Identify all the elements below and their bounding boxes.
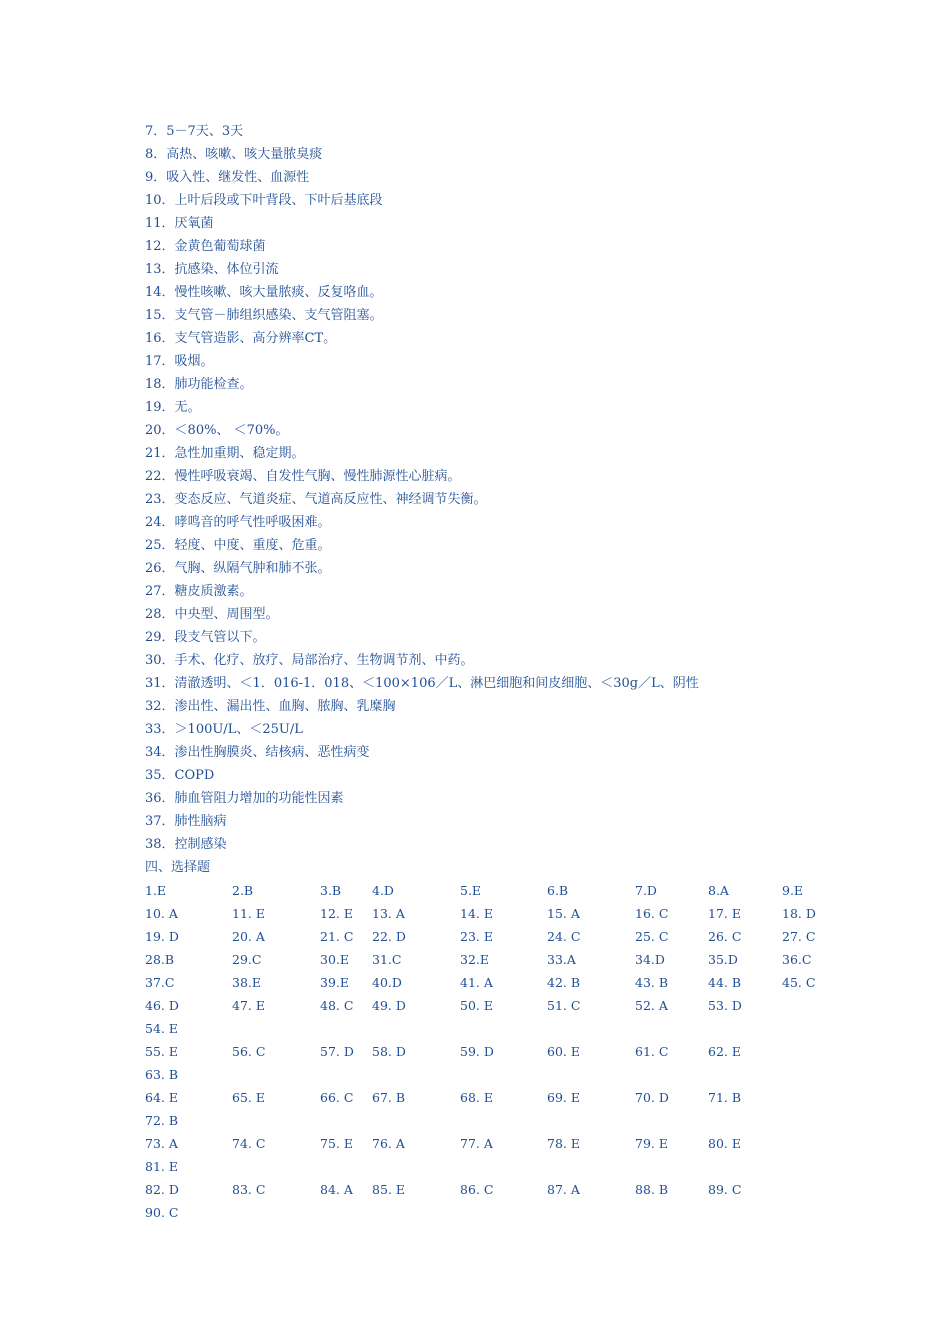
mcq-answer: 90. C [145, 1205, 179, 1220]
mcq-row [145, 1201, 825, 1224]
mcq-answer: 50. E [460, 998, 493, 1013]
mcq-answer: 57. D [320, 1044, 354, 1059]
answer-line: 9．吸入性、继发性、血源性 [145, 170, 310, 185]
mcq-answer: 73. A [145, 1136, 178, 1151]
answer-line: 11．厌氧菌 [145, 216, 214, 231]
mcq-answer: 54. E [145, 1021, 178, 1036]
mcq-answer: 15. A [547, 906, 580, 921]
fill-in-answers-list [145, 120, 825, 856]
mcq-answer: 77. A [460, 1136, 493, 1151]
mcq-answer: 78. E [547, 1136, 580, 1151]
mcq-answer: 48. C [320, 998, 354, 1013]
mcq-answer: 27. C [782, 929, 816, 944]
mcq-answer: 8.A [708, 883, 729, 898]
mcq-answer: 31.C [372, 952, 402, 967]
answer-line: 15．支气管－肺组织感染、支气管阻塞。 [145, 308, 383, 323]
mcq-answer: 36.C [782, 952, 812, 967]
mcq-answer: 81. E [145, 1159, 178, 1174]
mcq-answer: 88. B [635, 1182, 669, 1197]
answer-line: 7．5－7天、3天 [145, 124, 244, 139]
mcq-answer: 47. E [232, 998, 265, 1013]
mcq-answer: 21. C [320, 929, 354, 944]
mcq-answer: 53. D [708, 998, 742, 1013]
mcq-answer: 7.D [635, 883, 657, 898]
mcq-answer: 16. C [635, 906, 669, 921]
mcq-answer: 20. A [232, 929, 265, 944]
mcq-answer: 52. A [635, 998, 668, 1013]
mcq-answer: 64. E [145, 1090, 178, 1105]
mcq-answer: 49. D [372, 998, 406, 1013]
mcq-answer: 71. B [708, 1090, 742, 1105]
mcq-answer: 55. E [145, 1044, 178, 1059]
mcq-row [145, 879, 825, 902]
mcq-answer: 1.E [145, 883, 167, 898]
mcq-answer: 75. E [320, 1136, 353, 1151]
mcq-answer: 23. E [460, 929, 493, 944]
mcq-answer: 76. A [372, 1136, 405, 1151]
answer-line: 28．中央型、周围型。 [145, 607, 279, 622]
mcq-answer: 46. D [145, 998, 179, 1013]
mcq-row [145, 1109, 825, 1132]
mcq-answer: 65. E [232, 1090, 265, 1105]
answer-line: 30．手术、化疗、放疗、局部治疗、生物调节剂、中药。 [145, 653, 474, 668]
mcq-answer: 19. D [145, 929, 179, 944]
mcq-answer: 34.D [635, 952, 665, 967]
mcq-answer: 5.E [460, 883, 482, 898]
mcq-answer: 32.E [460, 952, 490, 967]
answer-line: 17．吸烟。 [145, 354, 214, 369]
mcq-answer: 13. A [372, 906, 405, 921]
answer-line: 35．COPD [145, 768, 215, 783]
mcq-answer: 29.C [232, 952, 262, 967]
mcq-answer: 45. C [782, 975, 816, 990]
mcq-answer: 12. E [320, 906, 353, 921]
mcq-answer: 80. E [708, 1136, 741, 1151]
mcq-row [145, 1063, 825, 1086]
mcq-answer: 25. C [635, 929, 669, 944]
mcq-row [145, 902, 825, 925]
answer-line: 16．支气管造影、高分辨率CT。 [145, 331, 337, 346]
mcq-answer: 66. C [320, 1090, 354, 1105]
mcq-answer: 58. D [372, 1044, 406, 1059]
mcq-answer: 39.E [320, 975, 350, 990]
mcq-answer: 63. B [145, 1067, 179, 1082]
mcq-answer: 38.E [232, 975, 262, 990]
answer-line: 10．上叶后段或下叶背段、下叶后基底段 [145, 193, 383, 208]
answer-line: 34．渗出性胸膜炎、结核病、恶性病变 [145, 745, 370, 760]
mcq-row [145, 1132, 825, 1155]
answer-line: 18．肺功能检查。 [145, 377, 253, 392]
mcq-answer: 22. D [372, 929, 406, 944]
mcq-answer: 30.E [320, 952, 350, 967]
mcq-row [145, 994, 825, 1017]
mcq-answer: 43. B [635, 975, 669, 990]
mcq-row [145, 1155, 825, 1178]
mcq-row [145, 1086, 825, 1109]
answer-line: 19．无。 [145, 400, 201, 415]
mcq-row [145, 948, 825, 971]
mcq-answer: 51. C [547, 998, 581, 1013]
answer-line: 13．抗感染、体位引流 [145, 262, 279, 277]
answer-line: 29．段支气管以下。 [145, 630, 266, 645]
mcq-answer: 84. A [320, 1182, 353, 1197]
answer-line: 33．＞100U/L、＜25U/L [145, 722, 303, 737]
mcq-answer: 67. B [372, 1090, 406, 1105]
mcq-answer: 17. E [708, 906, 741, 921]
mcq-answer: 70. D [635, 1090, 669, 1105]
mcq-answer: 2.B [232, 883, 254, 898]
mcq-answer: 82. D [145, 1182, 179, 1197]
mcq-answer: 74. C [232, 1136, 266, 1151]
answer-line: 8．高热、咳嗽、咳大量脓臭痰 [145, 147, 323, 162]
mcq-row [145, 1040, 825, 1063]
answer-line: 38．控制感染 [145, 837, 227, 852]
mcq-answer: 44. B [708, 975, 742, 990]
mcq-row [145, 971, 825, 994]
section-title: 四、选择题 [145, 860, 211, 875]
answer-line: 21．急性加重期、稳定期。 [145, 446, 305, 461]
mcq-answer: 87. A [547, 1182, 580, 1197]
answer-line: 24．哮鸣音的呼气性呼吸困难。 [145, 515, 331, 530]
mcq-answer: 18. D [782, 906, 816, 921]
mcq-answer: 72. B [145, 1113, 179, 1128]
mcq-answer: 86. C [460, 1182, 494, 1197]
mcq-answer: 35.D [708, 952, 738, 967]
mcq-answer: 68. E [460, 1090, 493, 1105]
answer-line: 25．轻度、中度、重度、危重。 [145, 538, 331, 553]
mcq-answer: 28.B [145, 952, 175, 967]
mcq-answer: 40.D [372, 975, 402, 990]
mcq-answer: 33.A [547, 952, 576, 967]
mcq-answer: 11. E [232, 906, 265, 921]
mcq-row [145, 1178, 825, 1201]
mcq-row [145, 1017, 825, 1040]
answer-line: 22．慢性呼吸衰竭、自发性气胸、慢性肺源性心脏病。 [145, 469, 461, 484]
document-body [145, 120, 825, 1224]
mcq-answer: 10. A [145, 906, 178, 921]
mcq-answer: 60. E [547, 1044, 580, 1059]
mcq-row [145, 925, 825, 948]
mcq-answer: 61. C [635, 1044, 669, 1059]
mcq-answer: 37.C [145, 975, 175, 990]
mcq-answer: 3.B [320, 883, 342, 898]
mcq-answer: 85. E [372, 1182, 405, 1197]
mcq-answer: 83. C [232, 1182, 266, 1197]
answer-line: 12．金黄色葡萄球菌 [145, 239, 266, 254]
mcq-answer: 89. C [708, 1182, 742, 1197]
answer-line: 31．清澈透明、＜1．016-1．018、＜100×106／L、淋巴细胞和间皮细胞、＜30g／L、阴性 [145, 676, 699, 691]
answer-line: 27．糖皮质激素。 [145, 584, 253, 599]
mcq-answer: 62. E [708, 1044, 741, 1059]
answer-line: 23．变态反应、气道炎症、气道高反应性、神经调节失衡。 [145, 492, 487, 507]
answer-line: 26．气胸、纵隔气肿和肺不张。 [145, 561, 331, 576]
answer-line: 36．肺血管阻力增加的功能性因素 [145, 791, 344, 806]
answer-line: 37．肺性脑病 [145, 814, 227, 829]
mcq-answer: 4.D [372, 883, 394, 898]
mcq-answer: 69. E [547, 1090, 580, 1105]
mcq-answer: 9.E [782, 883, 804, 898]
mcq-answer: 41. A [460, 975, 493, 990]
mcq-answer: 24. C [547, 929, 581, 944]
mcq-answer: 59. D [460, 1044, 494, 1059]
mcq-answer: 56. C [232, 1044, 266, 1059]
answer-line: 32．渗出性、漏出性、血胸、脓胸、乳糜胸 [145, 699, 396, 714]
multiple-choice-answers [145, 879, 825, 1224]
answer-line: 20．＜80%、 ＜70%。 [145, 423, 289, 438]
mcq-answer: 42. B [547, 975, 581, 990]
mcq-answer: 79. E [635, 1136, 668, 1151]
mcq-answer: 14. E [460, 906, 493, 921]
mcq-answer: 6.B [547, 883, 569, 898]
answer-line: 14．慢性咳嗽、咳大量脓痰、反复咯血。 [145, 285, 383, 300]
mcq-answer: 26. C [708, 929, 742, 944]
